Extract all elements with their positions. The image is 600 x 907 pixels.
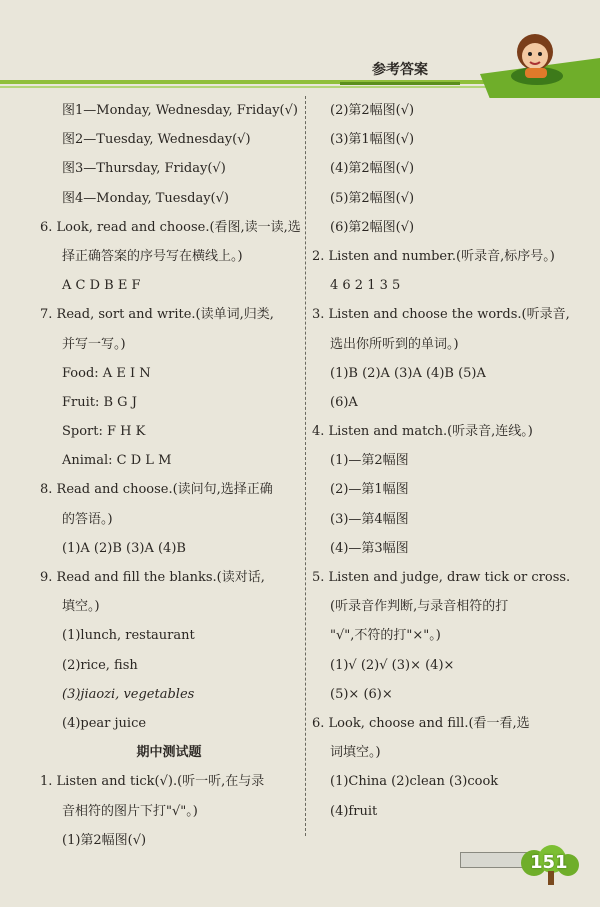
answer-line: Animal: C D L M [62, 453, 172, 469]
page-number: 151 [530, 852, 568, 873]
page-title: 参考答案 [340, 58, 460, 85]
answer-line: (5)第2幅图(√) [330, 190, 415, 206]
answer-line: (2)rice, fish [62, 657, 138, 673]
answer-line: Sport: F H K [62, 424, 146, 440]
section-title: 期中测试题 [136, 745, 202, 761]
answer-line: (1)China (2)clean (3)cook [330, 774, 499, 790]
answer-line: (3)第1幅图(√) [330, 132, 415, 148]
answer-line: (1)—第2幅图 [330, 453, 409, 469]
answer-line: (5)× (6)× [330, 686, 393, 702]
answer-line: Fruit: B G J [62, 394, 137, 410]
question-heading: 3. Listen and choose the words.(听录音, [312, 307, 570, 323]
answer-line: (1)第2幅图(√) [62, 832, 147, 848]
boy-mascot-icon [505, 26, 569, 90]
left-column [40, 96, 301, 855]
right-column [312, 96, 570, 826]
question-heading: 7. Read, sort and write.(读单词,归类, [40, 307, 274, 323]
column-divider [305, 96, 306, 836]
header-rule-thin [0, 86, 490, 88]
answer-line: (4)—第3幅图 [330, 540, 409, 556]
question-heading-cont: 填空。) [62, 599, 100, 615]
answer-line: (1)A (2)B (3)A (4)B [62, 540, 186, 556]
answer-line: 4 6 2 1 3 5 [330, 278, 401, 294]
question-heading-cont: 并写一写。) [62, 336, 126, 352]
question-heading-cont: 词填空。) [330, 745, 381, 761]
answer-line: (2)第2幅图(√) [330, 103, 415, 118]
answer-line: 图2—Tuesday, Wednesday(√) [62, 132, 251, 148]
question-heading: 6. Look, read and choose.(看图,读一读,选 [40, 219, 301, 235]
question-heading-cont: 选出你所听到的单词。) [330, 336, 459, 352]
answer-line: (3)jiaozi, vegetables [62, 686, 195, 702]
question-heading: 8. Read and choose.(读问句,选择正确 [40, 482, 273, 498]
answer-line: (6)A [330, 394, 358, 410]
answer-line: (4)第2幅图(√) [330, 161, 415, 177]
answer-line: (4)pear juice [62, 715, 147, 731]
question-heading: 2. Listen and number.(听录音,标序号。) [312, 248, 555, 264]
answer-line: (6)第2幅图(√) [330, 219, 415, 235]
answer-line: (3)—第4幅图 [330, 511, 409, 527]
answer-line: (2)—第1幅图 [330, 482, 409, 498]
answer-line: 图3—Thursday, Friday(√) [62, 161, 226, 177]
answer-line: 图1—Monday, Wednesday, Friday(√) [62, 103, 298, 118]
signpost-arrow-icon [460, 852, 528, 868]
answer-line: (4)fruit [330, 803, 378, 819]
question-heading: 4. Listen and match.(听录音,连线。) [312, 424, 533, 440]
answer-line: (1)B (2)A (3)A (4)B (5)A [330, 365, 486, 381]
answer-line: (1)lunch, restaurant [62, 628, 195, 644]
question-heading-cont: 择正确答案的序号写在横线上。) [62, 248, 243, 264]
answer-line: (1)√ (2)√ (3)× (4)× [330, 657, 455, 673]
question-heading: 9. Read and fill the blanks.(读对话, [40, 570, 265, 585]
question-heading-cont: (听录音作判断,与录音相符的打 [330, 599, 509, 615]
question-heading-cont: "√",不符的打"×"。) [330, 628, 441, 644]
answer-line: 图4—Monday, Tuesday(√) [62, 190, 229, 206]
question-heading: 6. Look, choose and fill.(看一看,选 [312, 715, 530, 731]
question-heading-cont: 的答语。) [62, 511, 113, 527]
answer-line: A C D B E F [62, 278, 141, 294]
question-heading-cont: 音相符的图片下打"√"。) [62, 803, 198, 819]
question-heading: 5. Listen and judge, draw tick or cross. [312, 570, 571, 585]
answer-line: Food: A E I N [62, 365, 151, 381]
question-heading: 1. Listen and tick(√).(听一听,在与录 [40, 774, 265, 790]
